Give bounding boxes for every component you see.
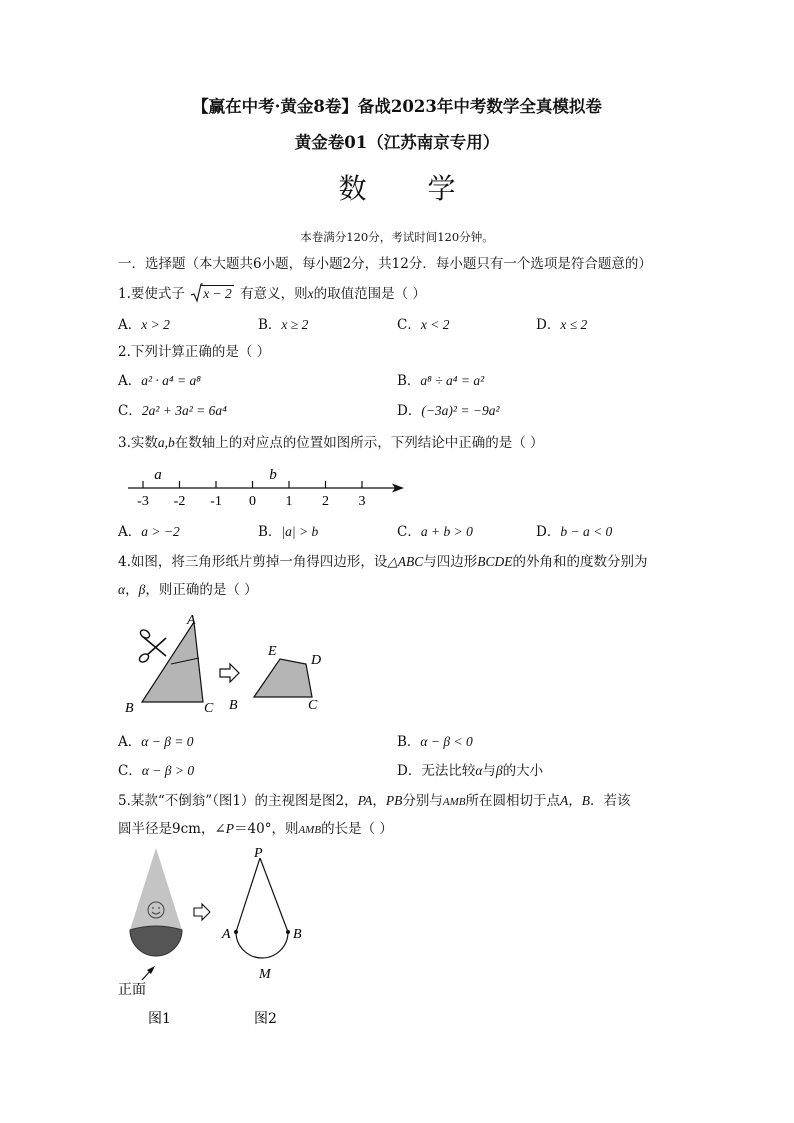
q1-radicand: x − 2 bbox=[203, 286, 232, 301]
q1-var: x bbox=[307, 286, 314, 301]
q3-option-c[interactable]: C．a + b > 0 bbox=[397, 524, 473, 540]
q5-figure bbox=[112, 842, 332, 1032]
tick-label: 0 bbox=[249, 494, 256, 509]
q1-option-b[interactable]: B．x ≥ 2 bbox=[258, 317, 309, 333]
label-b-quad: B bbox=[229, 698, 238, 713]
label-p: P bbox=[254, 846, 263, 861]
arc-amb-shape bbox=[236, 932, 288, 958]
tangent-pa bbox=[236, 858, 260, 932]
label-e: E bbox=[268, 644, 277, 659]
point-label-b: b bbox=[269, 467, 277, 483]
label-a: A bbox=[187, 613, 196, 628]
q4-option-d[interactable]: D．无法比较α与β的大小 bbox=[397, 763, 544, 779]
label-b: B bbox=[125, 701, 134, 716]
q1-mid: 有意义，则 bbox=[240, 286, 308, 302]
point-a-dot bbox=[234, 930, 238, 934]
sqrt-sign-icon bbox=[191, 283, 203, 303]
q3-option-a[interactable]: A．a > −2 bbox=[118, 524, 180, 540]
tick-label: 3 bbox=[358, 494, 366, 509]
tumbler-base-shape bbox=[130, 926, 182, 956]
label-m: M bbox=[259, 967, 271, 982]
question-1-stem bbox=[118, 285, 426, 303]
q4-option-b[interactable]: B．α − β < 0 bbox=[397, 734, 473, 750]
tick-label: -3 bbox=[137, 494, 149, 509]
quadrilateral-bcde-shape bbox=[254, 659, 312, 697]
label-fig1: 图1 bbox=[148, 1011, 171, 1027]
arc-amb: AMB bbox=[442, 796, 466, 808]
q3-option-b[interactable]: B．|a| > b bbox=[258, 524, 319, 540]
subject-title: 数 学 bbox=[338, 172, 482, 205]
label-b-circle: B bbox=[293, 927, 302, 942]
q4-option-c[interactable]: C．α − β > 0 bbox=[118, 763, 195, 779]
question-5-line-2: 圆半径是9cm，∠P＝40°，则AMB的长是（ ） bbox=[118, 821, 393, 837]
q2-option-d[interactable]: D．(−3a)² = −9a² bbox=[397, 403, 500, 419]
q1-option-c[interactable]: C．x < 2 bbox=[397, 317, 450, 333]
number-line-figure bbox=[120, 460, 420, 510]
label-c-quad: C bbox=[308, 698, 318, 713]
triangle-abc-shape bbox=[142, 622, 203, 702]
q1-pre: 1.要使式子 bbox=[118, 286, 185, 302]
exam-note: 本卷满分120分，考试时间120分钟。 bbox=[300, 230, 494, 244]
point-b-dot bbox=[286, 930, 290, 934]
exam-title: 【赢在中考·黄金8卷】备战2023年中考数学全真模拟卷 bbox=[192, 97, 602, 116]
question-3-stem: 3.实数a,b在数轴上的对应点的位置如图所示，下列结论中正确的是（ ） bbox=[118, 435, 544, 451]
label-a-circle: A bbox=[222, 927, 231, 942]
tick-label: 1 bbox=[285, 494, 293, 509]
question-5-line-1: 5.某款“不倒翁”（图1）的主视图是图2，PA，PB分别与AMB所在圆相切于点A，B．若该 bbox=[118, 793, 631, 809]
question-4-line-1: 4.如图，将三角形纸片剪掉一角得四边形，设△ABC与四边形BCDE的外角和的度数分别为 bbox=[118, 554, 648, 570]
tangent-pb bbox=[260, 858, 288, 932]
q2-option-a[interactable]: A．a² · a⁴ = a⁸ bbox=[118, 373, 201, 389]
q1-option-d[interactable]: D．x ≤ 2 bbox=[536, 317, 588, 333]
arrow-right-outline-icon bbox=[220, 664, 239, 682]
q1-option-a[interactable]: A．x > 2 bbox=[118, 317, 170, 333]
tick-label: 2 bbox=[322, 494, 329, 509]
q4-option-a[interactable]: A．α − β = 0 bbox=[118, 734, 194, 750]
arc-amb-2: AMB bbox=[298, 824, 322, 836]
label-fig2: 图2 bbox=[254, 1011, 277, 1027]
arrow-right-outline-icon-2 bbox=[194, 904, 210, 920]
q2-option-c[interactable]: C．2a² + 3a² = 6a⁴ bbox=[118, 403, 227, 419]
label-front: 正面 bbox=[118, 982, 146, 998]
q2-option-b[interactable]: B．a⁸ ÷ a⁴ = a² bbox=[397, 373, 485, 389]
tick-label: -1 bbox=[210, 494, 222, 509]
label-c: C bbox=[204, 701, 214, 716]
scissors-icon bbox=[138, 628, 166, 663]
exam-subtitle: 黄金卷01（江苏南京专用） bbox=[294, 133, 500, 152]
question-2-stem: 2.下列计算正确的是（ ） bbox=[118, 344, 271, 360]
q1-post: 的取值范围是（ ） bbox=[313, 286, 426, 302]
section-heading: 一．选择题（本大题共6小题，每小题2分，共12分．每小题只有一个选项是符合题意的） bbox=[118, 256, 652, 272]
pointer-arrow-icon bbox=[142, 966, 155, 980]
point-label-a: a bbox=[154, 467, 162, 483]
label-d: D bbox=[311, 653, 322, 668]
q3-option-d[interactable]: D．b − a < 0 bbox=[536, 524, 613, 540]
question-4-line-2: α，β，则正确的是（ ） bbox=[118, 582, 258, 598]
tick-label: -2 bbox=[173, 494, 186, 509]
q1-radical bbox=[191, 285, 234, 303]
q4-figure bbox=[120, 612, 350, 722]
